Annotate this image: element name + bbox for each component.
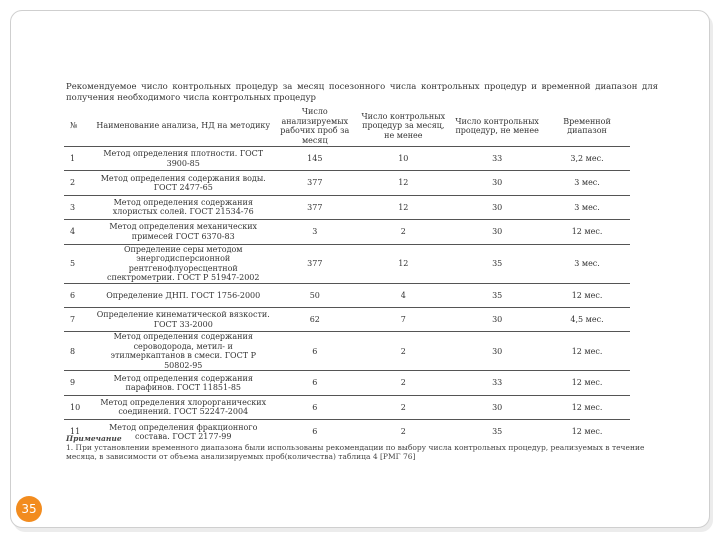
row-range: 12 мес. (571, 227, 603, 237)
row-analysis-name: Метод определения содержания парафинов. ГОСТ 11851-85 (113, 373, 253, 393)
row-range: 12 мес. (571, 402, 603, 412)
row-number: 11 (70, 427, 81, 437)
row-monthly: 12 (398, 258, 409, 268)
row-number: 5 (70, 258, 76, 268)
row-range: 12 мес. (571, 378, 603, 388)
row-analysis-name: Метод определения фракционного состава. ГОСТ 2177-99 (109, 422, 258, 442)
row-total: 30 (492, 314, 503, 324)
row-total: 30 (492, 202, 503, 212)
table-row (64, 283, 630, 307)
row-range: 12 мес. (571, 346, 603, 356)
row-range: 12 мес. (571, 427, 603, 437)
row-monthly: 2 (400, 402, 406, 412)
table-row (64, 147, 630, 171)
row-samples: 3 (312, 227, 318, 237)
row-number: 3 (70, 202, 76, 212)
row-total: 35 (492, 427, 503, 437)
header-monthly-procedures: Число контрольных процедур за месяц, не менее (361, 111, 446, 140)
row-analysis-name: Определение ДНП. ГОСТ 1756-2000 (106, 290, 261, 300)
table-row (64, 371, 630, 395)
row-total: 33 (492, 153, 503, 163)
header-samples: Число анализируемых рабочих проб за месяц (280, 107, 350, 145)
row-samples: 145 (307, 153, 323, 163)
row-samples: 62 (309, 314, 320, 324)
notes-title: Примечание (66, 434, 122, 443)
row-analysis-name: Метод определения плотности. ГОСТ 3900-85 (103, 149, 264, 168)
row-samples: 6 (312, 402, 318, 412)
row-monthly: 7 (400, 314, 406, 324)
row-analysis-name: Определение кинематической вязкости. ГОСТ 33-2000 (96, 310, 270, 329)
row-samples: 6 (312, 346, 318, 356)
row-samples: 377 (307, 202, 323, 212)
row-samples: 6 (312, 427, 318, 437)
header-total-procedures: Число контрольных процедур, не менее (455, 116, 539, 135)
table-row (64, 195, 630, 219)
header-analysis-name: Наименование анализа, НД на методику (96, 121, 271, 131)
row-monthly: 2 (400, 227, 406, 237)
row-range: 3 мес. (574, 202, 600, 212)
row-analysis-name: Метод определения содержания сероводорода, метил- и этилмеркаптанов в смеси. ГОСТ Р 50802-95 (110, 332, 256, 370)
row-samples: 6 (312, 378, 318, 388)
row-number: 10 (70, 402, 81, 412)
table-row (64, 332, 630, 371)
row-analysis-name: Метод определения хлорорганических соединений. ГОСТ 52247-2004 (100, 397, 267, 417)
header-number: № (70, 121, 78, 131)
header-time-range: Временной диапазон (563, 116, 611, 135)
row-monthly: 2 (400, 427, 406, 437)
row-total: 35 (492, 290, 503, 300)
row-analysis-name: Метод определения механических примесей ГОСТ 6370-83 (109, 222, 258, 241)
row-number: 6 (70, 290, 76, 300)
row-range: 3,2 мес. (570, 153, 604, 163)
row-number: 2 (70, 178, 76, 188)
row-number: 9 (70, 378, 76, 388)
notes-text: 1. При установлении временного диапазона были использованы рекомендации по выбору числа контрольных процедур, реализуемых в течение месяца, в зависимости от объема анализируемых проб(количества) таблица 4 [РМГ 76] (66, 443, 645, 461)
row-samples: 377 (307, 178, 323, 188)
row-monthly: 12 (398, 202, 409, 212)
table-row (64, 220, 630, 244)
row-samples: 50 (309, 290, 320, 300)
row-analysis-name: Метод определения содержания воды. ГОСТ 2477-65 (100, 173, 266, 193)
table-row (64, 395, 630, 419)
row-number: 8 (70, 346, 76, 356)
row-total: 30 (492, 227, 503, 237)
row-analysis-name: Метод определения содержания хлористых солей. ГОСТ 21534-76 (112, 197, 254, 217)
page-number-badge: 35 (16, 496, 42, 522)
row-number: 1 (70, 153, 76, 163)
row-total: 30 (492, 346, 503, 356)
row-monthly: 4 (400, 290, 406, 300)
row-total: 35 (492, 258, 503, 268)
row-samples: 377 (307, 258, 323, 268)
row-range: 4,5 мес. (570, 314, 604, 324)
row-analysis-name: Определение серы методом энергодисперсионной рентгенофлуоресцентной спектрометрии. ГОСТ Р 51947-2002 (107, 244, 260, 283)
row-monthly: 2 (400, 378, 406, 388)
table-row (64, 171, 630, 195)
table-heading: Рекомендуемое число контрольных процедур за месяц посезонного числа контрольных процедур и временной диапазон для получения необходимого числа контрольных процедур (66, 82, 658, 103)
row-total: 33 (492, 378, 503, 388)
table-row (64, 244, 630, 283)
row-range: 3 мес. (574, 258, 600, 268)
row-monthly: 10 (398, 153, 409, 163)
row-monthly: 2 (400, 346, 406, 356)
table-header-row (64, 106, 630, 147)
row-total: 30 (492, 402, 503, 412)
row-total: 30 (492, 178, 503, 188)
row-range: 3 мес. (574, 178, 600, 188)
row-range: 12 мес. (571, 290, 603, 300)
row-number: 7 (70, 314, 76, 324)
table-notes (66, 434, 658, 461)
control-procedures-table (64, 106, 630, 444)
row-monthly: 12 (398, 178, 409, 188)
table-row (64, 307, 630, 331)
row-number: 4 (70, 227, 76, 237)
